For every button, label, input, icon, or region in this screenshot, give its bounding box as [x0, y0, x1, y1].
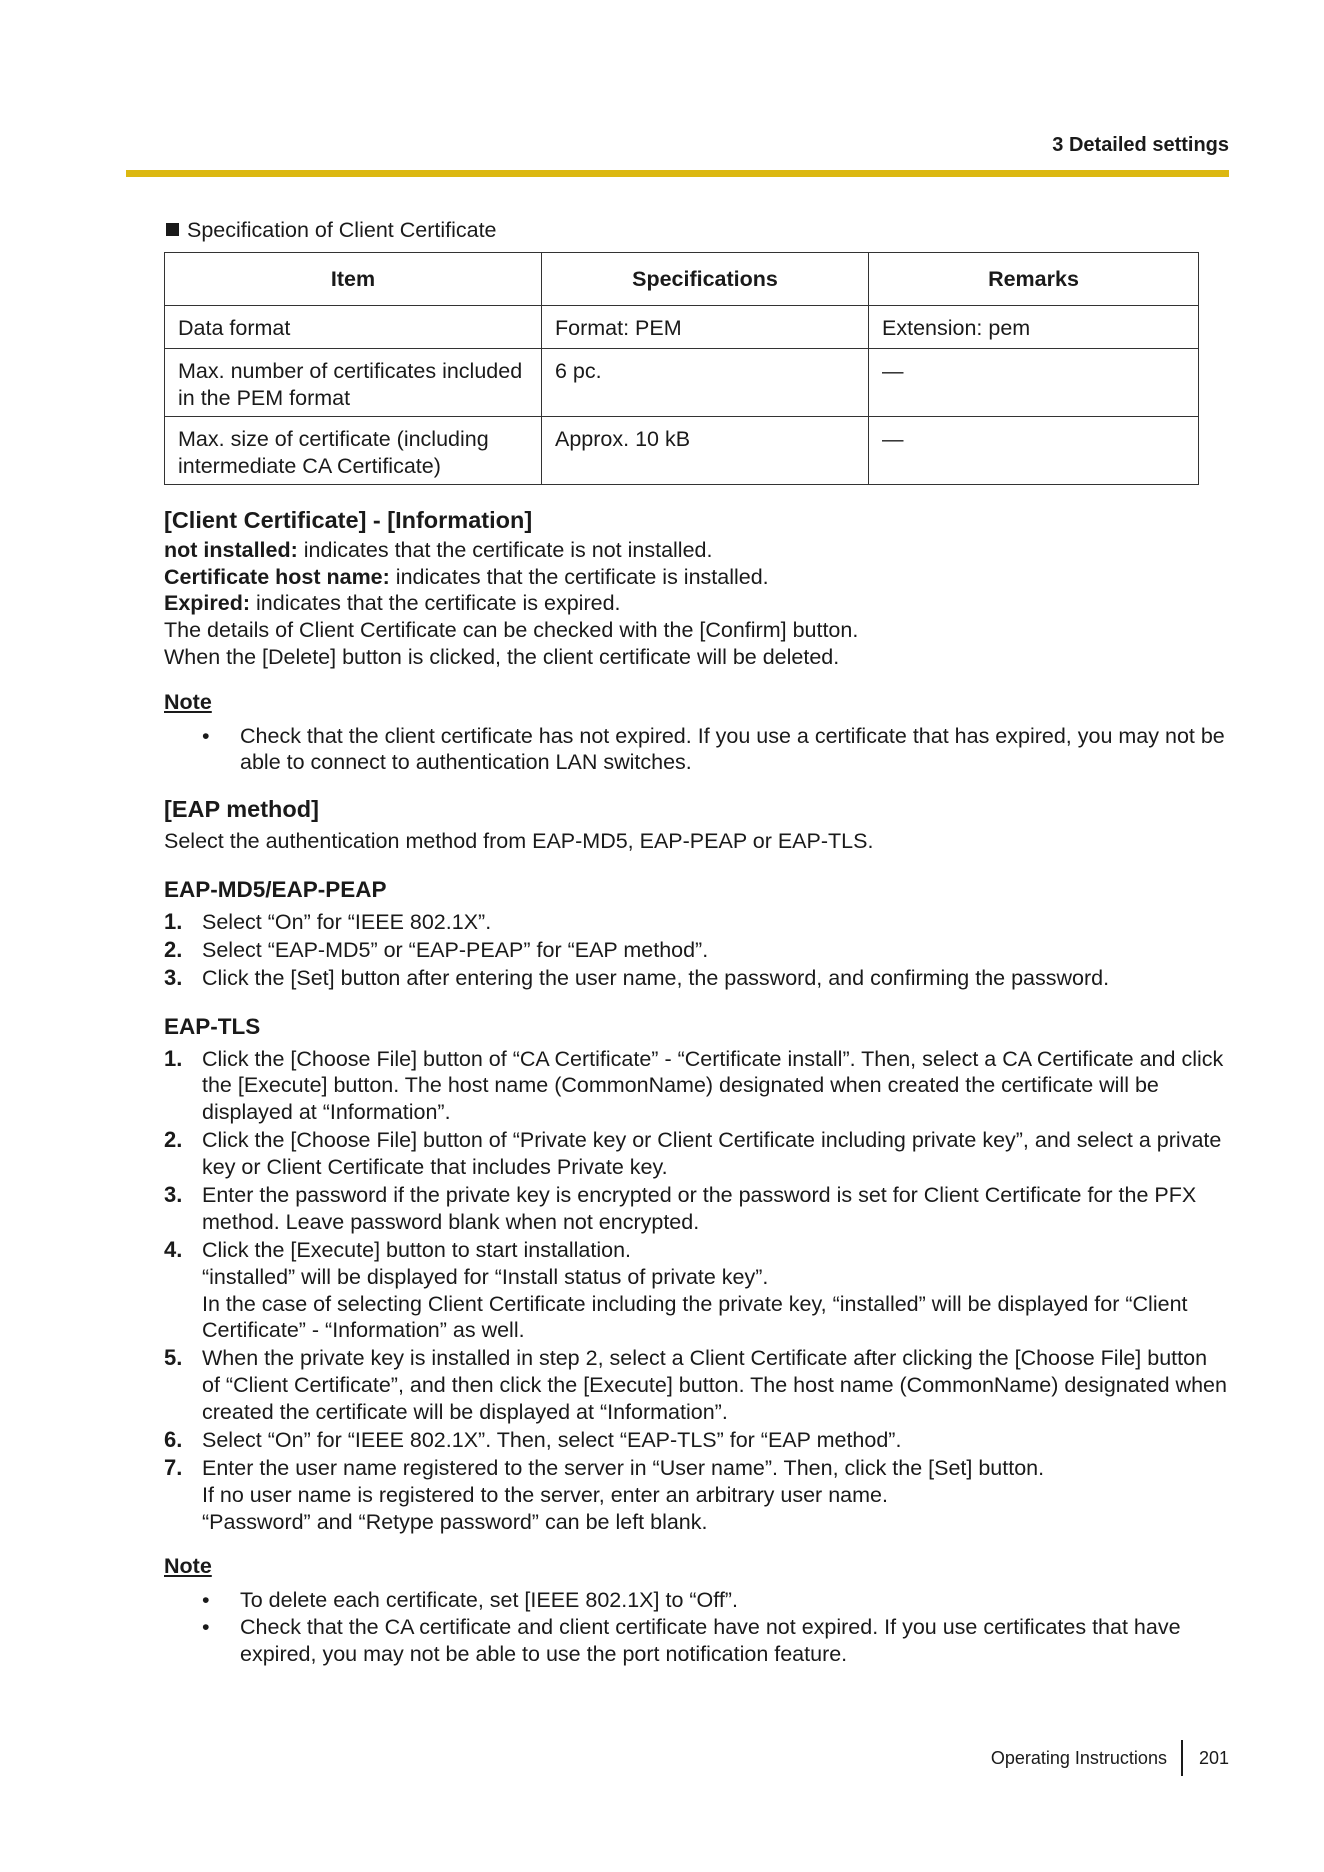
list-item: 3. Enter the password if the private key is encrypted or the password is set for Client Certificate for the PFX method. Leave password blank when not encrypted.: [164, 1182, 1197, 1234]
spec-table-title: Specification of Client Certificate: [187, 218, 497, 242]
spec-table: [164, 252, 1199, 485]
list-item: 2. Select “EAP-MD5” or “EAP-PEAP” for “EAP method”.: [164, 936, 709, 962]
cell-remarks: —: [869, 349, 1199, 417]
client-info-body: [164, 537, 1229, 671]
column-header-remarks: Remarks: [869, 253, 1199, 306]
list-item: 1. Select “On” for “IEEE 802.1X”.: [164, 908, 492, 934]
info-line: Certificate host name: indicates that the certificate is installed.: [164, 564, 769, 589]
column-header-specifications: Specifications: [542, 253, 869, 306]
list-item: 1. Click the [Choose File] button of “CA Certificate” - “Certificate install”. Then, select a CA Certificate and click the [Execute] button. The host name (CommonName) designated when created the certificate will be displayed at “Information”.: [164, 1045, 1224, 1125]
list-item: 5. When the private key is installed in step 2, select a Client Certificate after clicking the [Choose File] button of “Client Certificate”, and then click the [Execute] button. The host name (CommonName) designated when created the certificate will be displayed at “Information”.: [164, 1345, 1227, 1424]
note-title: Note: [164, 1554, 212, 1579]
info-line: not installed: indicates that the certificate is not installed.: [164, 538, 713, 562]
list-item: 3. Click the [Set] button after entering the user name, the password, and confirming the password.: [164, 965, 1110, 991]
list-item: 6. Select “On” for “IEEE 802.1X”. Then, select “EAP-TLS” for “EAP method”.: [164, 1427, 902, 1453]
list-item: • Check that the CA certificate and client certificate have not expired. If you use certificates that have expired, you may not be able to use the port notification feature.: [202, 1615, 1181, 1666]
tls-steps: [164, 1046, 1229, 1536]
md5-steps: [164, 909, 1229, 992]
page-number: 201: [1198, 1747, 1229, 1768]
info-line: Expired: indicates that the certificate is expired.: [164, 591, 621, 616]
cell-item: Max. size of certificate (including intermediate CA Certificate): [165, 417, 542, 485]
cell-remarks: Extension: pem: [869, 306, 1199, 349]
bullet-icon: •: [202, 1615, 210, 1640]
note-list: [164, 1587, 1229, 1667]
info-line: When the [Delete] button is clicked, the client certificate will be deleted.: [164, 644, 840, 669]
table-row: [165, 349, 1199, 417]
md5-heading: EAP-MD5/EAP-PEAP: [164, 876, 387, 902]
section-title: 3 Detailed settings: [1052, 134, 1229, 156]
table-header-row: [165, 253, 1199, 306]
cell-spec: Approx. 10 kB: [542, 417, 869, 485]
note-title: Note: [164, 689, 212, 714]
page-content: [164, 218, 1229, 1668]
spec-table-caption: [164, 218, 1229, 243]
table-row: [165, 306, 1199, 349]
cell-item: Data format: [165, 306, 542, 349]
bullet-icon: •: [202, 723, 210, 748]
client-info-heading: [Client Certificate] - [Information]: [164, 507, 533, 533]
note-list: [164, 723, 1229, 776]
square-bullet-icon: [166, 223, 179, 236]
eap-method-heading: [EAP method]: [164, 795, 319, 822]
info-line: The details of Client Certificate can be checked with the [Confirm] button.: [164, 618, 859, 643]
list-item: 2. Click the [Choose File] button of “Private key or Client Certificate including private key”, and select a private key or Client Certificate that includes Private key.: [164, 1127, 1222, 1180]
eap-method-text: Select the authentication method from EAP-MD5, EAP-PEAP or EAP-TLS.: [164, 828, 874, 853]
list-item: • Check that the client certificate has not expired. If you use a certificate that has expired, you may not be able to connect to authentication LAN switches.: [202, 723, 1225, 775]
column-header-item: Item: [165, 253, 542, 306]
header-rule: [126, 170, 1229, 177]
list-item: 4. Click the [Execute] button to start installation. “installed” will be displayed for “Install status of private key”. In the case of selecting Client Certificate including the private key, “installed” will be displayed for “Client Certificate” - “Information” as well.: [164, 1237, 1188, 1343]
cell-spec: 6 pc.: [542, 349, 869, 417]
page-footer: [991, 1740, 1229, 1776]
footer-doc-title: Operating Instructions: [990, 1747, 1167, 1768]
list-item: • To delete each certificate, set [IEEE 802.1X] to “Off”.: [202, 1588, 738, 1613]
tls-heading: EAP-TLS: [164, 1013, 261, 1039]
cell-remarks: —: [869, 417, 1199, 485]
bullet-icon: •: [202, 1588, 210, 1613]
cell-spec: Format: PEM: [542, 306, 869, 349]
list-item: 7. Enter the user name registered to the server in “User name”. Then, click the [Set] button. If no user name is registered to the server, enter an arbitrary user name. “Password” and “Retype password” can be left blank.: [164, 1455, 1045, 1534]
footer-divider: [1181, 1740, 1183, 1776]
table-row: [165, 417, 1199, 485]
cell-item: Max. number of certificates included in the PEM format: [165, 349, 542, 417]
